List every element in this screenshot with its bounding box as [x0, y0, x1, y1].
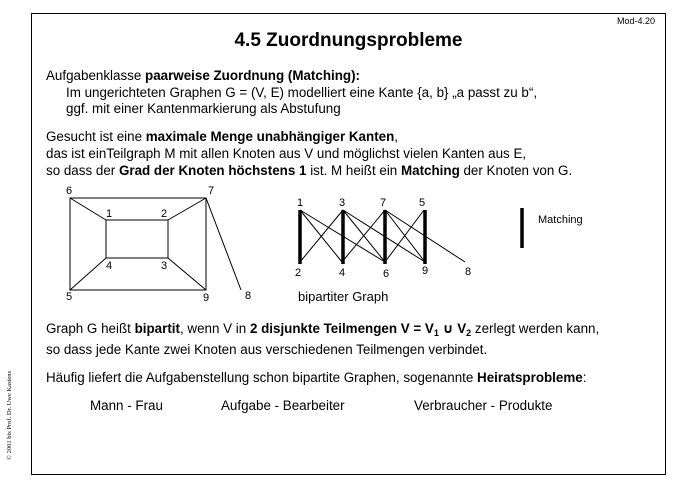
- matching-legend-label: Matching: [538, 214, 583, 226]
- graph-g-outer-rect: [70, 198, 206, 290]
- sought-line-2: das ist einTeilgraph M mit allen Knoten aus V und möglichst vielen Kanten aus E,: [46, 146, 527, 161]
- g-node-9: 9: [203, 292, 210, 304]
- definition-line-1: Graph G heißt bipartit, wenn V in 2 disjunkte Teilmengen $V = V_1$ ∪ $V_2$ zerlegt werden kann,: [46, 321, 600, 338]
- bp-node-3: 3: [339, 197, 346, 209]
- g-node-2: 2: [161, 208, 168, 220]
- slide-id: Mod-4.20: [616, 16, 655, 26]
- bp-node-6: 6: [383, 268, 390, 280]
- g-node-1: 1: [106, 208, 113, 220]
- bp-node-9: 9: [422, 265, 429, 277]
- bp-node-1: 1: [297, 197, 304, 209]
- graph-g: [70, 198, 241, 290]
- copyright: © 2001 bis Prof. Dr. Uwe Kastens: [6, 370, 13, 460]
- g-node-3: 3: [161, 260, 168, 272]
- g-node-4: 4: [106, 260, 113, 272]
- intro-line-2: Im ungerichteten Graphen G = (V, E) modelliert eine Kante {a, b} „a passt zu b“,: [66, 85, 538, 100]
- definition-line-2: so dass jede Kante zwei Knoten aus verschiedenen Teilmengen verbindet.: [46, 342, 488, 357]
- sought-line-3: so dass der Grad der Knoten höchstens 1 ist. M heißt ein Matching der Knoten von G.: [46, 163, 573, 178]
- g-node-5: 5: [66, 291, 73, 303]
- g-node-8: 8: [245, 290, 252, 302]
- marriage-line: Häufig liefert die Aufgabenstellung schon bipartite Graphen, sogenannte Heiratsprobleme:: [46, 370, 587, 385]
- g-node-7: 7: [208, 185, 215, 197]
- bipartite-edges: [300, 210, 465, 262]
- edge-6-1: [70, 198, 106, 220]
- slide-title: 4.5 Zuordnungsprobleme: [234, 30, 463, 51]
- edge-7-2: [168, 198, 206, 220]
- bp-node-7: 7: [380, 197, 387, 209]
- intro-line-3: ggf. mit einer Kantenmarkierung als Abstufung: [66, 101, 341, 116]
- example-3: Verbraucher - Produkte: [414, 398, 553, 413]
- bp-node-4: 4: [339, 267, 346, 279]
- bp-node-8: 8: [465, 266, 472, 278]
- example-1: Mann - Frau: [90, 398, 163, 413]
- sought-line-1: Gesucht ist eine maximale Menge unabhängiger Kanten,: [46, 129, 399, 144]
- bp-node-5: 5: [419, 197, 426, 209]
- graph-g-inner-rect: [106, 220, 168, 258]
- edge-7-8: [206, 198, 241, 290]
- g-node-6: 6: [66, 185, 73, 197]
- intro-line-1: Aufgabenklasse paarweise Zuordnung (Matching):: [46, 68, 361, 83]
- edge-5-4: [70, 258, 106, 290]
- example-2: Aufgabe - Bearbeiter: [221, 398, 345, 413]
- bipartite-caption: bipartiter Graph: [298, 289, 389, 304]
- bipartite-labels: [295, 197, 471, 280]
- edge-9-3: [168, 258, 206, 290]
- bp-node-2: 2: [295, 267, 302, 279]
